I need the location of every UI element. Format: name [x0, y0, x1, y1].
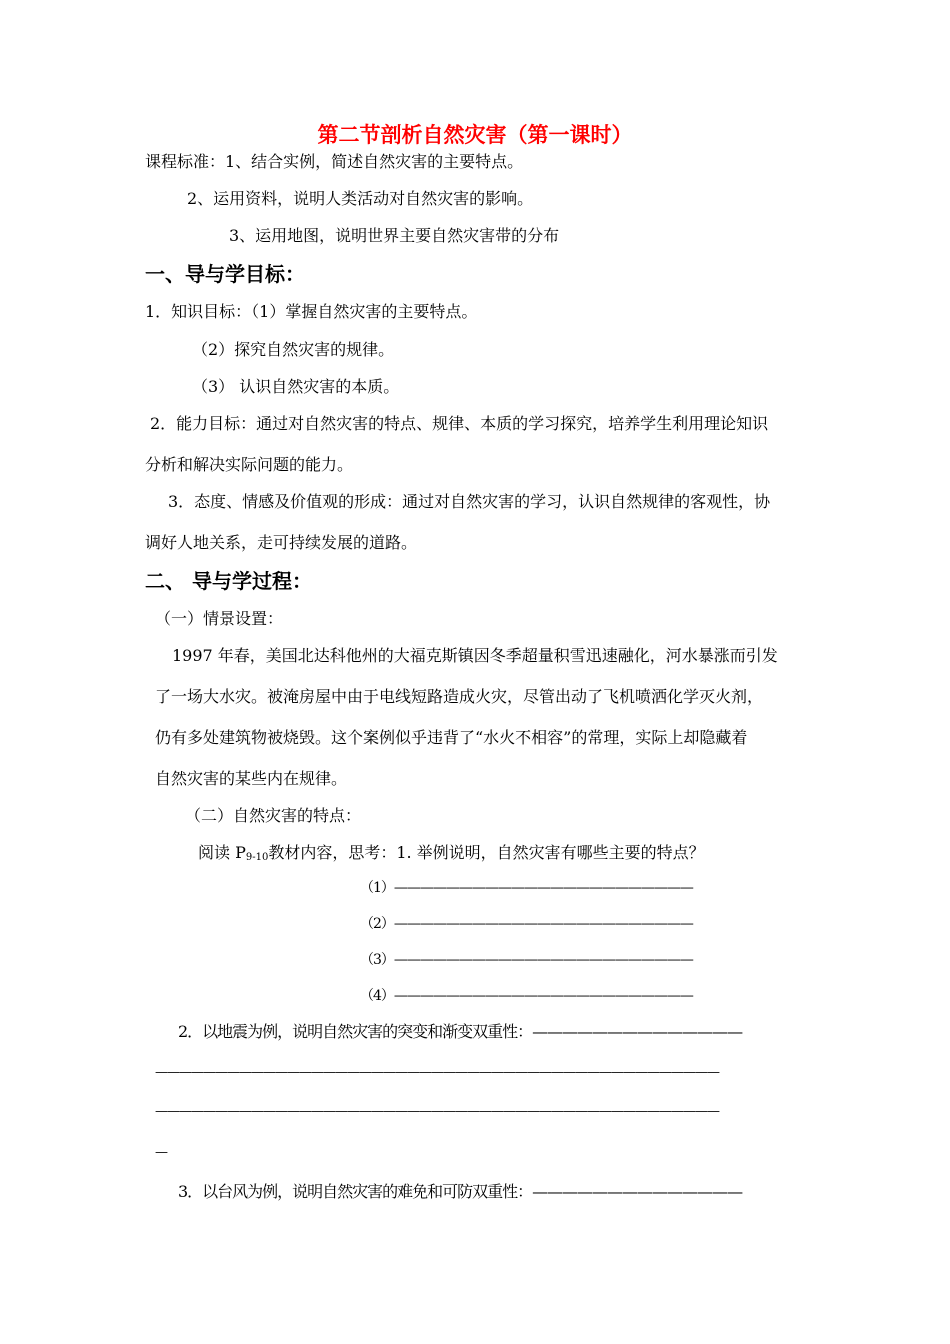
page-range: 9-10 [245, 852, 269, 863]
reading-question [198, 843, 705, 868]
answer-blank-3: （3）——————————————————————— [360, 952, 693, 968]
reading-suffix: 教材内容，思考：1. 举例说明，自然灾害有哪些主要的特点？ [268, 843, 705, 862]
earthquake-question: 2．以地震为例，说明自然灾害的突变和渐变双重性：—————————————— [178, 1022, 743, 1041]
scene-paragraph-line-1: 1997 年春，美国北达科他州的大福克斯镇因冬季超量积雪迅速融化，河水暴涨而引发 [172, 646, 778, 665]
course-standard-1: 课程标准：1、结合实例，简述自然灾害的主要特点。 [145, 152, 524, 171]
knowledge-goal: 1．知识目标：（1）掌握自然灾害的主要特点。 [145, 302, 478, 321]
reading-prefix: 阅读 P [198, 843, 246, 862]
earthquake-answer-line-2: ——————————————————————————————————————————————— [155, 1104, 719, 1119]
course-standard-2: 2、运用资料，说明人类活动对自然灾害的影响。 [187, 189, 534, 208]
ability-goal-line-2: 分析和解决实际问题的能力。 [145, 455, 354, 474]
section-2-heading: 二、 导与学过程： [145, 569, 312, 593]
scene-paragraph-line-4: 自然灾害的某些内在规律。 [155, 769, 348, 788]
earthquake-answer-line-1: ——————————————————————————————————————————————— [155, 1065, 719, 1080]
scene-paragraph-line-3: 仍有多处建筑物被烧毁。这个案例似乎违背了“水火不相容”的常理，实际上却隐藏着 [155, 728, 748, 747]
attitude-goal-line-2: 调好人地关系，走可持续发展的道路。 [145, 533, 418, 552]
attitude-goal-line-1: 3．态度、情感及价值观的形成：通过对自然灾害的学习，认识自然规律的客观性，协 [168, 492, 771, 511]
features-label: （二）自然灾害的特点： [185, 806, 362, 825]
ability-goal-line-1: 2．能力目标：通过对自然灾害的特点、规律、本质的学习探究，培养学生利用理论知识 [150, 414, 769, 433]
earthquake-answer-line-3: — [155, 1145, 168, 1160]
knowledge-goal-3: （3） 认识自然灾害的本质。 [192, 377, 400, 396]
page-title: 第二节剖析自然灾害（第一课时） [317, 123, 633, 147]
course-standard-3: 3、运用地图，说明世界主要自然灾害带的分布 [229, 226, 560, 245]
typhoon-question: 3．以台风为例，说明自然灾害的难免和可防双重性：—————————————— [178, 1182, 743, 1201]
answer-blank-4: （4）——————————————————————— [360, 988, 693, 1004]
knowledge-goal-2: （2）探究自然灾害的规律。 [192, 340, 395, 359]
answer-blank-1: （1）——————————————————————— [360, 880, 693, 896]
scene-paragraph-line-2: 了一场大水灾。被淹房屋中由于电线短路造成火灾，尽管出动了飞机喷洒化学灭火剂， [155, 687, 764, 706]
scene-label: （一）情景设置： [155, 609, 284, 628]
section-1-heading: 一、导与学目标： [145, 262, 305, 286]
answer-blank-2: （2）——————————————————————— [360, 916, 693, 932]
